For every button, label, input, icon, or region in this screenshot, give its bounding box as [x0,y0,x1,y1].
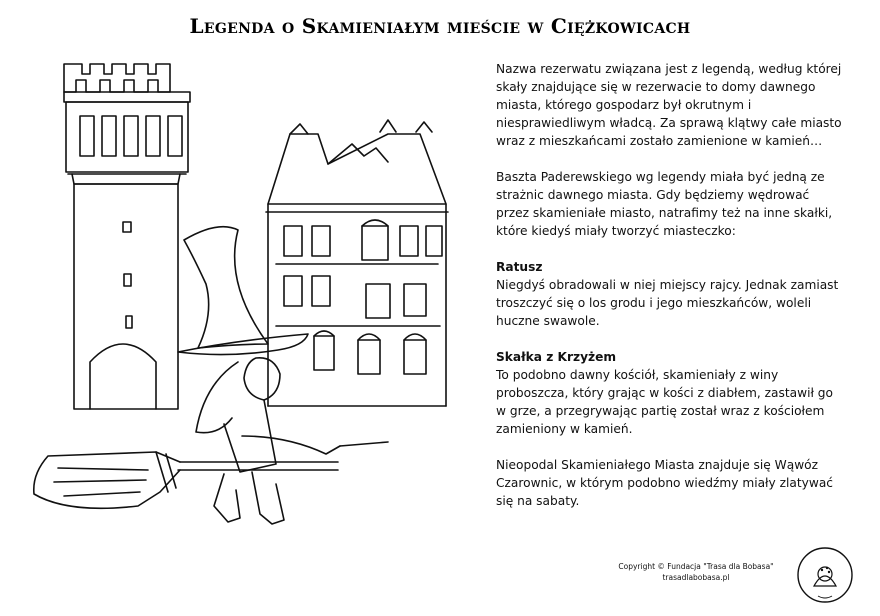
copyright-text: Copyright © Fundacja "Trasa dla Bobasa" [618,562,774,571]
tower-drawing [64,64,190,409]
ratusz-paragraph: Niegdyś obradowali w niej miejscy rajcy. Jednak zamiast troszczyć się o los grodu i jego mieszkańców, woleli huczne swawole. [496,278,839,328]
wawoz-paragraph: Nieopodal Skamieniałego Miasta znajduje się Wąwóz Czarownic, w którym podobno wiedźmy miały zlatywać się na sabaty. [496,458,833,508]
coloring-illustration [28,44,478,564]
townhall-drawing [266,120,448,406]
ratusz-heading: Ratusz [496,260,543,274]
website-text: trasadlabobasa.pl [662,573,730,582]
intro-paragraph: Nazwa rezerwatu związana jest z legendą, według której skały znajdujące się w rezerwacie to domy dawnego miasta, którego gospodarz był okrutnym i niesprawiedliwym władcą. Za sprawą klątwy całe miasto wraz z mieszkańcami zostało zamienione w kamień… [496,62,842,148]
baszta-paragraph: Baszta Paderewskiego wg legendy miała być jedną ze strażnic dawnego miasta. Gdy będziemy wędrować przez skamieniałe miasto, natrafimy też na inne skałki, które kiedyś miały tworzyć miasteczko: [496,170,833,238]
skalka-paragraph: To podobno dawny kościół, skamieniały z winy proboszcza, który grając w kości z diabłem, zastawił go w grze, a przegrywając partię został wraz z kościołem zamieniony w kamień. [496,368,833,436]
legend-text-column [496,60,846,528]
copyright-block [606,561,786,583]
trasa-dla-bobasa-logo [796,546,854,604]
page-title: Legenda o Skamieniałym mieście w Ciężkowicach [189,14,691,38]
skalka-heading: Skałka z Krzyżem [496,350,617,364]
witch-drawing [34,227,388,524]
